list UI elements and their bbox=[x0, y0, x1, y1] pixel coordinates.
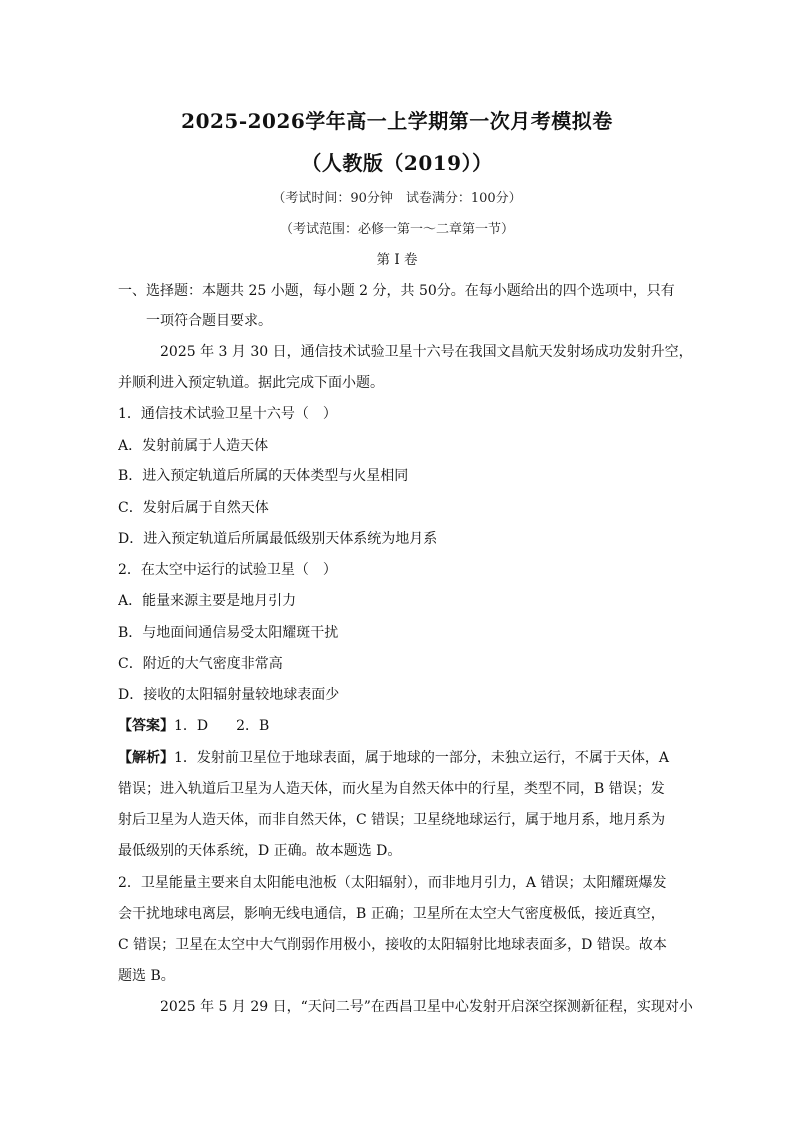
question-1-stem: 1．通信技术试验卫星十六号（ ） bbox=[118, 406, 337, 422]
answer-line bbox=[118, 716, 678, 736]
analysis-text: 1．发射前卫星位于地球表面，属于地球的一部分，未独立运行，不属于天体，A bbox=[174, 750, 670, 766]
analysis-line-7: C 错误；卫星在太空中大气削弱作用极小，接收的太阳辐射比地球表面多，D 错误。故本 bbox=[118, 937, 667, 953]
volume-label: 第 I 卷 bbox=[376, 252, 418, 268]
exam-info: （考试时间：90分钟 试卷满分：100分） bbox=[272, 191, 522, 206]
exam-title: 2025-2026学年高一上学期第一次月考模拟卷 bbox=[181, 109, 613, 133]
question-2-option-b: B．与地面间通信易受太阳耀斑干扰 bbox=[118, 625, 339, 641]
exam-edition: （人教版（2019）） bbox=[301, 151, 493, 175]
question-1-option-c: C．发射后属于自然天体 bbox=[118, 500, 269, 516]
question-2-option-d: D．接收的太阳辐射量较地球表面少 bbox=[118, 687, 340, 703]
passage-1: 2025 年 3 月 30 日，通信技术试验卫星十六号在我国文昌航天发射场成功发射升空， bbox=[160, 344, 693, 360]
passage-2: 2025 年 5 月 29 日，“天问二号”在西昌卫星中心发射开启深空探测新征程，实现对小 bbox=[160, 999, 693, 1015]
answer-label: 【答案】 bbox=[118, 718, 174, 734]
analysis-line-2: 错误；进入轨道后卫星为人造天体，而火星为自然天体中的行星，类型不同，B 错误；发 bbox=[118, 781, 665, 797]
section-heading: 一、选择题：本题共 25 小题，每小题 2 分，共 50分。在每小题给出的四个选项中，只有 bbox=[118, 283, 675, 299]
analysis-line-3: 射后卫星为人造天体，而非自然天体，C 错误；卫星绕地球运行，属于地月系，地月系为 bbox=[118, 812, 666, 828]
analysis-label: 【解析】 bbox=[118, 750, 174, 766]
exam-scope: （考试范围：必修一第一～二章第一节） bbox=[279, 222, 514, 237]
question-2-option-c: C．附近的大气密度非常高 bbox=[118, 656, 283, 672]
analysis-line-1 bbox=[118, 748, 678, 768]
analysis-line-5: 2．卫星能量主要来自太阳能电池板（太阳辐射），而非地月引力，A 错误；太阳耀斑爆发 bbox=[118, 875, 667, 891]
question-1-option-a: A．发射前属于人造天体 bbox=[118, 438, 269, 454]
analysis-line-4: 最低级别的天体系统，D 正确。故本题选 D。 bbox=[118, 843, 402, 859]
question-1-option-d: D．进入预定轨道后所属最低级别天体系统为地月系 bbox=[118, 531, 438, 547]
question-2-option-a: A．能量来源主要是地月引力 bbox=[118, 593, 297, 609]
answer-text: 1．D 2．B bbox=[174, 718, 270, 734]
analysis-line-8: 题选 B。 bbox=[118, 968, 175, 984]
section-heading-cont: 一项符合题目要求。 bbox=[146, 313, 272, 329]
question-2-stem: 2．在太空中运行的试验卫星（ ） bbox=[118, 562, 337, 578]
question-1-option-b: B．进入预定轨道后所属的天体类型与火星相同 bbox=[118, 468, 409, 484]
analysis-line-6: 会干扰地球电离层，影响无线电通信，B 正确；卫星所在太空大气密度极低，接近真空， bbox=[118, 906, 665, 922]
passage-1-cont: 并顺利进入预定轨道。据此完成下面小题。 bbox=[118, 375, 384, 391]
